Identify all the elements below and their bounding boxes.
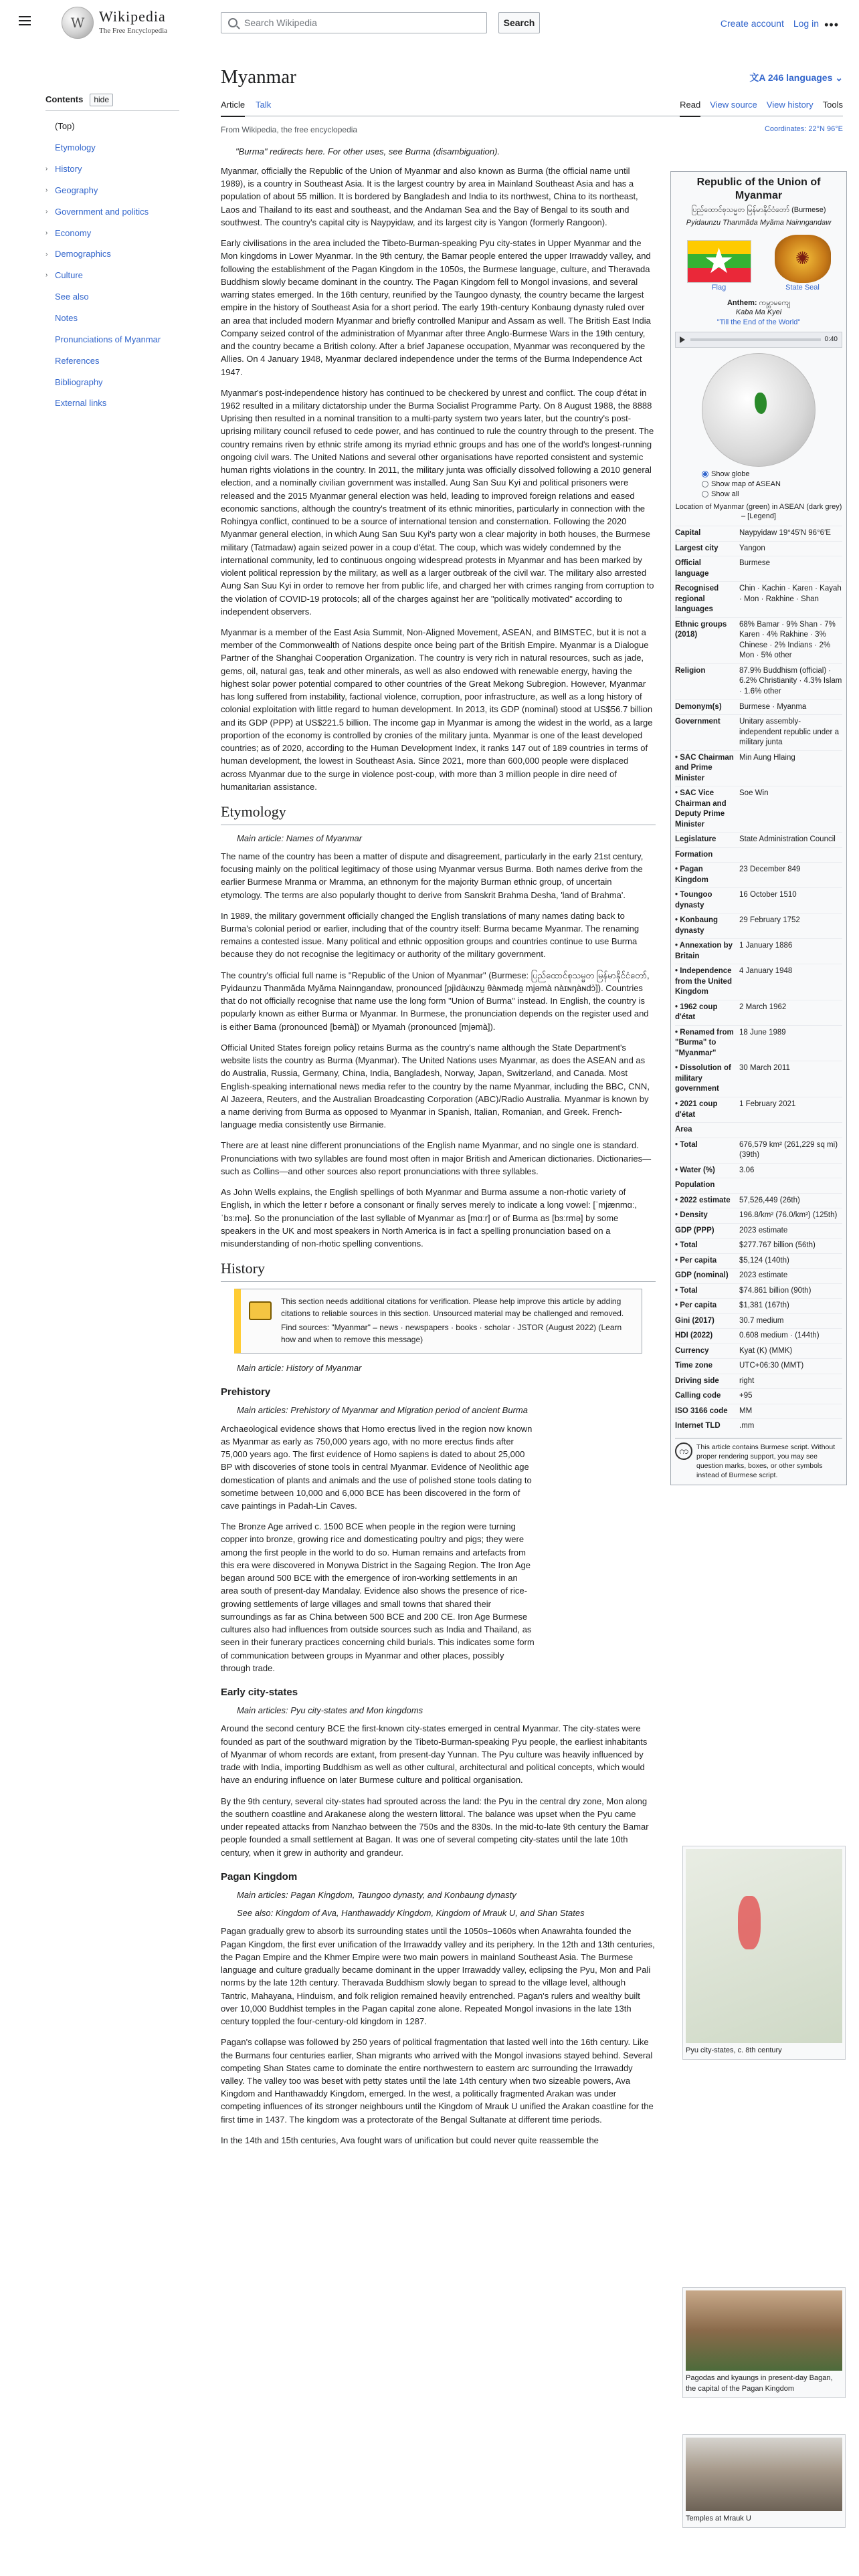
main-article-note[interactable]: Main articles: Prehistory of Myanmar and Migration period of ancient Burma — [237, 1405, 528, 1416]
toc-item-label: Notes — [55, 312, 78, 323]
script-warning-icon: က — [675, 1442, 692, 1460]
toc-item-label: See also — [55, 292, 89, 302]
infobox-row-label: • Konbaung dynasty — [675, 916, 719, 935]
show-all-option[interactable] — [675, 490, 842, 500]
infobox-row-value[interactable] — [739, 1180, 842, 1191]
toc-item-label: Government and politics — [55, 206, 149, 217]
infobox-row-value[interactable]: Kyat (K) (MMK) — [739, 1346, 793, 1355]
subsection-heading-city-states: Early city-states — [221, 1687, 298, 1699]
infobox-row-label: Capital — [675, 529, 701, 538]
infobox-row — [675, 1344, 842, 1359]
script-note: This article contains Burmese script. Without proper rendering support, you may see question marks, boxes, or other symbols instead of Burmese script. — [696, 1442, 836, 1480]
country-infobox — [670, 171, 847, 1485]
infobox-row-label: • 2021 coup d'état — [675, 1100, 718, 1119]
show-map-option[interactable] — [675, 479, 842, 490]
main-article-note[interactable]: Main article: History of Myanmar — [237, 1362, 362, 1373]
infobox-row-value[interactable]: 18 June 1989 — [739, 1028, 786, 1037]
audio-duration: 0:40 — [824, 336, 838, 344]
infobox-row-label: • Density — [675, 1211, 708, 1220]
infobox-row-value[interactable]: 23 December 849 — [739, 865, 801, 874]
infobox-row-value[interactable]: +95 — [739, 1392, 753, 1400]
infobox-row — [675, 832, 842, 847]
toc-item-top[interactable] — [45, 116, 179, 138]
toc-title: Contents — [45, 94, 84, 105]
notice-text: This section needs additional citations for verification. Please help improve this article by adding citations to reliable sources in this section. Unsourced material may be challenged and removed. — [281, 1296, 624, 1318]
infobox-row-value[interactable]: 57,526,449 (26th) — [739, 1196, 800, 1204]
flag-image[interactable]: ★ — [687, 240, 751, 283]
infobox-row — [675, 1374, 842, 1389]
infobox-row-label: • Independence from the United Kingdom — [675, 967, 732, 996]
toc-item-history[interactable] — [45, 159, 179, 181]
infobox-row — [675, 750, 842, 786]
history-paragraph: The Bronze Age arrived c. 1500 BCE when people in the region were turning copper into bronze, growing rice and domesticating poultry and pigs; they were among the first people in the world to do so. Human remains and artefacts from this era were discovered in Monywa District in the Sagaing Region. The Iron Age began around 500 BCE with the emergence of iron-working settlements in an area south of present-day Mandalay. Evidence also shows the presence of rice-growing settlements of large villages and small towns that shared their surroundings as far as China between 500 BCE and 200 CE. Iron Age Burmese cultures also had influences from outside sources such as India and Thailand, as seen in their funerary practices concerning child burials. This indicates some form of communication between groups in Myanmar and other places, possibly through trade. — [221, 1521, 535, 1673]
infobox-native-name: ပြည်ထောင်စုသမ္မတ မြန်မာနိုင်ငံတော် (Burmese) — [691, 206, 826, 214]
infobox-row-label: Religion — [675, 666, 706, 675]
radio-label: Show all — [711, 490, 739, 498]
pyu-city-states-map[interactable] — [682, 1846, 846, 2060]
infobox-row-label: GDP (nominal) — [675, 1271, 729, 1280]
article-body — [221, 165, 656, 2155]
infobox-row — [675, 1283, 842, 1299]
infobox-row-value[interactable]: Min Aung Hlaing — [739, 753, 795, 762]
infobox-row — [675, 714, 842, 750]
toc-item-see-also[interactable] — [45, 287, 179, 308]
toc-item-label: Demographics — [55, 249, 111, 259]
tab-talk[interactable]: Talk — [256, 100, 272, 110]
infobox-row-label: • Annexation by Britain — [675, 942, 733, 960]
infobox-row — [675, 581, 842, 617]
chevron-right-icon[interactable]: › — [45, 272, 48, 280]
infobox-row — [675, 1268, 842, 1283]
coordinates[interactable]: Coordinates: 22°N 96°E — [764, 125, 843, 133]
infobox-row — [675, 1253, 842, 1269]
infobox-row-value[interactable]: UTC+06:30 (MMT) — [739, 1362, 804, 1370]
infobox-row — [675, 1238, 842, 1253]
infobox-row-label: Recognised regional languages — [675, 584, 719, 614]
wikipedia-logo[interactable] — [62, 7, 167, 39]
toc-item-label: Culture — [55, 270, 83, 281]
toc-item-label: Economy — [55, 227, 92, 238]
infobox-row — [675, 1418, 842, 1434]
wikipedia-globe-icon: W — [62, 7, 94, 39]
location-globe-map[interactable] — [702, 353, 816, 467]
infobox-row — [675, 1193, 842, 1208]
infobox-row-value[interactable]: Soe Win — [739, 789, 769, 798]
infobox-row-label: Largest city — [675, 544, 719, 552]
infobox-row-value[interactable]: $277.767 billion (56th) — [739, 1241, 816, 1250]
toc-item-label: Pronunciations of Myanmar — [55, 334, 161, 344]
infobox-row-value[interactable]: State Administration Council — [739, 835, 836, 844]
infobox-row-value[interactable]: 30 March 2011 — [739, 1064, 790, 1073]
notice-find-sources[interactable]: Find sources: "Myanmar" – news · newspapers · books · scholar · JSTOR (August 2022) (Learn how and when to remove this message) — [281, 1323, 622, 1345]
toc-item-external-links[interactable] — [45, 393, 179, 415]
infobox-row-value[interactable]: 29 February 1752 — [739, 916, 800, 925]
infobox-row-label: • Water (%) — [675, 1166, 715, 1174]
infobox-row-value[interactable]: 2023 estimate — [739, 1226, 788, 1235]
state-seal-image[interactable]: ✺ — [775, 235, 831, 283]
etymology-paragraph: In 1989, the military government officially changed the English translations of many names dating back to Burma's colonial period or earlier, including that of the country itself: Burma became Myanmar. The renaming remains a contested issue. Many political and ethnic opposition groups and countries continue to use Burma because they do not recognise the legitimacy or authority of the military government. — [221, 910, 640, 960]
search-placeholder: Search Wikipedia — [244, 17, 317, 28]
infobox-row — [675, 1298, 842, 1313]
main-article-note[interactable]: Main articles: Pagan Kingdom, Taungoo dynasty, and Konbaung dynasty — [237, 1889, 516, 1900]
anthem-native: ကမ္ဘာမကျေ — [759, 298, 790, 307]
infobox-row-label: Internet TLD — [675, 1422, 721, 1430]
search-input[interactable] — [221, 12, 487, 33]
intro-paragraph: Myanmar's post-independence history has continued to be checkered by unrest and conflict. The coup d'état in 1962 resulted in a military dictatorship under the Burma Socialist Programme Party. On 8 August 1988, the 8888 Uprising then resulted in a nominal transition to a multi-party system two years later, but the country's post-uprising military council refused to cede power, and has continued to rule the country through to the present. The country remains riven by ethnic strife among its myriad ethnic groups and has one of the world's longest-running ongoing civil wars. The United Nations and several other organisations have reported consistent and systemic human rights violations in the country. In 2011, the military junta was officially dissolved following a 2010 general election, and a nominally civilian government was installed. Aung San Suu Kyi and political prisoners were released and the 2015 Myanmar general election was held, leading to improved foreign relations and eased economic sanctions, although the country's treatment of its ethnic minorities, particularly in connection with the Rohingya conflict, continued to be a source of international tension and consternation. Following the 2020 Myanmar general election, in which Aung San Suu Kyi's party won a clear majority in both houses, the Burmese military (Tatmadaw) again seized power in a coup d'état. The coup, which was widely condemned by the international community, led to continuous ongoing widespread protests in Myanmar and has been marked by violent political repression by the military, as well as a larger outbreak of the civil war. The military also arrested Aung San Suu Kyi in order to remove her from public life, and charged her with crimes ranging from corruption to the violation of COVID-19 protocols; all of the charges against her are "politically motivated" according to independent observers. — [221, 387, 654, 617]
infobox-row-value[interactable]: MM — [739, 1406, 753, 1415]
history-paragraph: Pagan gradually grew to absorb its surrounding states until the 1050s–1060s when Anawrahta founded the Pagan Kingdom, the first ever unification of the Irrawaddy valley and its periphery. In the 12th and 13th centuries, the Pagan Empire and the Khmer Empire were two main powers in mainland Southeast Asia. The Burmese language and culture gradually became dominant in the upper Irrawaddy valley, eclipsing the Pyu, Mon and Pali norms by the late 12th century. Theravada Buddhism slowly began to spread to the village level, although Tantric, Mahayana, Hinduism, and folk religion remained heavily entrenched. Pagan's rulers and wealthy built over 10,000 Buddhist temples in the Pagan capital zone alone. Repeated Mongol invasions in the late 13th century toppled the four-century-old kingdom in 1287. — [221, 1926, 655, 2027]
toc-item-label: External links — [55, 398, 107, 409]
toc-item-culture[interactable] — [45, 265, 179, 287]
toc-hide-button[interactable]: hide — [90, 94, 113, 106]
page-title: Myanmar — [221, 66, 296, 88]
infobox-row-value[interactable]: 30.7 medium — [739, 1316, 784, 1325]
chevron-right-icon[interactable]: › — [45, 187, 48, 195]
toc-item-label: (Top) — [55, 121, 75, 132]
show-globe-option[interactable] — [675, 469, 842, 479]
toc-item-references[interactable] — [45, 351, 179, 372]
anthem-audio-player[interactable] — [675, 332, 842, 348]
infobox-row — [675, 663, 842, 700]
infobox-row — [675, 887, 842, 913]
infobox-row — [675, 1138, 842, 1163]
infobox-row — [675, 1122, 842, 1138]
infobox-row-label: • Toungoo dynasty — [675, 891, 712, 909]
infobox-row — [675, 1000, 842, 1025]
infobox-row — [675, 964, 842, 1000]
infobox-row-label: • Total — [675, 1241, 698, 1250]
infobox-row-label: Population — [675, 1181, 715, 1190]
location-caption: Location of Myanmar (green) in ASEAN (dark grey) – [Legend] — [675, 502, 842, 521]
toc-item-label: Etymology — [55, 142, 96, 153]
infobox-row-value[interactable]: 676,579 km² (261,229 sq mi) (39th) — [739, 1140, 838, 1160]
infobox-row-label: • Renamed from "Burma" to "Myanmar" — [675, 1028, 734, 1057]
search-button[interactable]: Search — [498, 12, 540, 33]
history-paragraph: In the 14th and 15th centuries, Ava fought wars of unification but could never quite reassemble the — [221, 2135, 599, 2145]
logo-title: Wikipedia — [99, 7, 166, 25]
site-header — [0, 0, 859, 45]
infobox-row — [675, 526, 842, 541]
infobox-row-label: • Per capita — [675, 1256, 717, 1265]
translate-icon: 文A — [749, 72, 768, 83]
infobox-row-label: • 2022 estimate — [675, 1196, 731, 1204]
tools-menu[interactable]: Tools — [822, 100, 843, 110]
chevron-right-icon[interactable]: › — [45, 165, 48, 173]
etymology-paragraph: Official United States foreign policy retains Burma as the country's name although the State Department's website lists the country as Burma (Myanmar). The United Nations uses Myanmar, as does the ASEAN and as do Australia, Russia, Germany, China, India, Bangladesh, Norway, Japan, Switzerland, and Canada. Most English-speaking international news media refer to the country by the name Myanmar, including the BBC, CNN, Al Jazeera, Reuters, and the Australian Broadcasting Corporation (ABC)/Radio Australia. Myanmar is known by a name deriving from Burma as opposed to Myanmar in Spanish, Italian, Romanian, and Greek. French-language media consistently use Birmanie. — [221, 1042, 650, 1130]
infobox-row-value[interactable]: 4 January 1948 — [739, 967, 793, 976]
infobox-row-value[interactable]: Yangon — [739, 544, 765, 552]
table-of-contents — [45, 94, 179, 415]
radio-icon[interactable] — [702, 481, 708, 488]
infobox-row-value[interactable]: Burmese · Myanma — [739, 702, 807, 711]
log-in-link[interactable]: Log in — [793, 18, 819, 29]
infobox-row — [675, 938, 842, 964]
radio-icon[interactable] — [702, 491, 708, 498]
seal-caption[interactable]: State Seal — [785, 283, 820, 292]
infobox-row — [675, 862, 842, 887]
infobox-row-value[interactable]: right — [739, 1376, 755, 1385]
toc-item-economy[interactable] — [45, 223, 179, 245]
infobox-row — [675, 1223, 842, 1239]
toc-item-bibliography[interactable] — [45, 372, 179, 394]
infobox-row-value[interactable]: 3.06 — [739, 1166, 755, 1174]
infobox-row-value[interactable]: Burmese — [739, 559, 771, 568]
infobox-row — [675, 1163, 842, 1178]
infobox-row-value[interactable]: 1 January 1886 — [739, 942, 793, 950]
infobox-row-label: • SAC Chairman and Prime Minister — [675, 753, 734, 782]
figure-caption: Pagodas and kyaungs in present-day Bagan, the capital of the Pagan Kingdom — [686, 2374, 833, 2393]
tab-view-source[interactable]: View source — [710, 100, 757, 110]
infobox-row-label: Time zone — [675, 1362, 713, 1370]
infobox-row — [675, 1358, 842, 1374]
infobox-rows — [675, 526, 842, 1434]
toc-item-etymology[interactable] — [45, 138, 179, 159]
infobox-row-value[interactable]: 2023 estimate — [739, 1271, 788, 1280]
see-also-note[interactable]: See also: Kingdom of Ava, Hanthawaddy Kingdom, Kingdom of Mrauk U, and Shan States — [237, 1908, 585, 1919]
flag-caption[interactable]: Flag — [711, 283, 727, 292]
infobox-row-value[interactable]: 0.608 medium · (144th) — [739, 1331, 820, 1340]
infobox-row-label: Legislature — [675, 835, 717, 844]
etymology-paragraph: The name of the country has been a matter of dispute and disagreement, particularly in the early 21st century, focusing mainly on the political legitimacy of those using Myanmar versus Burma. Both names derive from the earlier Burmese Mranma or Mramma, an ethnonym for the majority Burman ethnic group, of uncertain etymology. The terms are also popularly thought to derive from Sanskrit Brahma Desha, 'land of Brahma'. — [221, 851, 644, 900]
languages-label: 246 languages — [767, 72, 833, 83]
figure-caption: Pyu city-states, c. 8th century — [686, 2046, 782, 2054]
infobox-row — [675, 1404, 842, 1419]
infobox-row-label: Driving side — [675, 1376, 719, 1385]
infobox-row-label: GDP (PPP) — [675, 1226, 714, 1235]
infobox-row — [675, 617, 842, 663]
main-menu-button[interactable] — [19, 16, 31, 25]
history-paragraph: Pagan's collapse was followed by 250 years of political fragmentation that lasted well into the 16th century. Like the Burmans four centuries earlier, Shan migrants who arrived with the Mongol invasions stayed behind. Several competing Shan States came to dominate the entire northwestern to eastern arc surrounding the Irrawaddy valley. The valley too was beset with petty states until the late 14th century when two sizeable powers, Ava Kingdom and Hanthawaddy Kingdom, emerged. In the west, a politically fragmented Arakan was under competing influences of its stronger neighbours until the Kingdom of Mrauk U unified the Arakan coastline for the first time in 1437. The kingdom was a protectorate of the Bengal Sultanate at different time periods. — [221, 2037, 654, 2125]
infobox-row — [675, 786, 842, 832]
toc-item-label: References — [55, 355, 100, 366]
infobox-row-label: Currency — [675, 1346, 709, 1355]
infobox-row — [675, 1313, 842, 1329]
infobox-row-label: Government — [675, 718, 721, 726]
infobox-row-value[interactable]: 68% Bamar · 9% Shan · 7% Karen · 4% Rakhine · 3% Chinese · 2% Indians · 2% Mon · 5% other — [739, 620, 836, 660]
etymology-paragraph: There are at least nine different pronunciations of the English name Myanmar, and no single one is standard. Pronunciations with two syllables are found most often in major British and American dictionaries. Dictionaries—such as Collins—and other sources also report pronunciations with three syllables. — [221, 1140, 652, 1176]
tab-view-history[interactable]: View history — [766, 100, 814, 110]
infobox-row-value[interactable]: $1,381 (167th) — [739, 1301, 789, 1310]
infobox-row-label: HDI (2022) — [675, 1331, 713, 1340]
infobox-row-label: Formation — [675, 850, 713, 859]
toc-item-notes[interactable] — [45, 308, 179, 330]
infobox-row — [675, 1388, 842, 1404]
infobox-row-label: • Dissolution of military government — [675, 1064, 731, 1093]
infobox-row-label: • SAC Vice Chairman and Deputy Prime Minister — [675, 789, 727, 829]
infobox-row-label: ISO 3166 code — [675, 1406, 728, 1415]
history-paragraph: Around the second century BCE the first-known city-states emerged in central Myanmar. The city-states were founded as part of the southward migration by the Tibeto-Burman-speaking Pyu people, the earliest inhabitants of Myanmar of whom records are extant, from present-day Yunnan. The Pyu culture was heavily influenced by trade with India, importing Buddhism as well as other cultural, architectural and political concepts, which would have an enduring influence on later Burmese culture and political organisation. — [221, 1723, 648, 1786]
toc-item-demographics[interactable] — [45, 244, 179, 265]
infobox-row-label: Area — [675, 1125, 692, 1134]
logo-tagline: The Free Encyclopedia — [99, 26, 168, 35]
infobox-row-value[interactable]: 196.8/km² (76.0/km²) (125th) — [739, 1211, 838, 1220]
main-article-note[interactable]: Main articles: Pyu city-states and Mon kingdoms — [237, 1705, 423, 1716]
audio-progress[interactable] — [690, 338, 821, 341]
radio-label: Show map of ASEAN — [711, 479, 781, 488]
infobox-row — [675, 1328, 842, 1344]
infobox-row — [675, 1097, 842, 1122]
play-icon[interactable] — [680, 336, 685, 343]
from-wikipedia: From Wikipedia, the free encyclopedia — [221, 125, 358, 134]
radio-selected-icon[interactable] — [702, 471, 708, 477]
infobox-row — [675, 1061, 842, 1097]
subsection-heading-prehistory: Prehistory — [221, 1386, 271, 1398]
main-article-note[interactable]: Main article: Names of Myanmar — [237, 833, 363, 843]
infobox-row-value[interactable]: Chin · Kachin · Karen · Kayah · Mon · Rakhine · Shan — [739, 584, 842, 603]
infobox-title: Republic of the Union of Myanmar — [696, 177, 821, 201]
infobox-row-value[interactable]: $5,124 (140th) — [739, 1256, 789, 1265]
infobox-row-label: Demonym(s) — [675, 702, 722, 711]
chevron-right-icon[interactable]: › — [45, 229, 48, 237]
chevron-right-icon[interactable]: › — [45, 250, 48, 258]
bagan-pagodas-photo[interactable] — [682, 2287, 846, 2398]
page-tabs — [221, 94, 843, 116]
toc-item-label: History — [55, 164, 82, 175]
section-heading-etymology: Etymology — [221, 801, 656, 825]
infobox-row-value[interactable]: 87.9% Buddhism (official) · 6.2% Christianity · 4.3% Islam · 1.6% other — [739, 666, 842, 695]
infobox-row-value[interactable]: $74.861 billion (90th) — [739, 1286, 812, 1295]
infobox-row — [675, 541, 842, 556]
infobox-row-label: • Total — [675, 1140, 698, 1149]
book-icon — [249, 1301, 272, 1320]
infobox-row-value[interactable]: 16 October 1510 — [739, 891, 797, 899]
toc-item-geography[interactable] — [45, 181, 179, 202]
chevron-down-icon: ⌄ — [835, 72, 843, 83]
intro-paragraph: Myanmar is a member of the East Asia Summit, Non-Aligned Movement, ASEAN, and BIMSTEC, but it is not a member of the Commonwealth of Nations despite once being part of the British Empire. Myanmar is a Dialogue Partner of the Shanghai Cooperation Organization. The country is very rich in natural resources, such as jade, gems, oil, natural gas, teak and other minerals, as well as also endowed with renewable energy, having the highest solar power potential compared to other countries of the Great Mekong Subregion. However, Myanmar has long suffered from instability, factional violence, corruption, poor infrastructure, as well as a long history of colonial exploitation with little regard to human development. In 2013, its GDP (nominal) stood at US$56.7 billion and its GDP (PPP) at US$221.5 billion. The income gap in Myanmar is among the widest in the world, as a large proportion of the economy is controlled by cronies of the military junta. Myanmar is one of the least developed countries; as of 2020, according to the Human Development Index, it ranks 147 out of 189 countries in terms of human development, the lowest in Southeast Asia. Since 2021, more than 600,000 people were displaced across Myanmar due to the surge in violence post-coup, with more than 3 million people in dire need of humanitarian assistance. — [221, 627, 653, 792]
figure-caption: Temples at Mrauk U — [686, 2514, 751, 2523]
infobox-row-label: • 1962 coup d'état — [675, 1002, 718, 1022]
infobox-row — [675, 847, 842, 863]
search-icon — [228, 18, 237, 27]
infobox-row-label: • Pagan Kingdom — [675, 865, 708, 884]
section-heading-history: History — [221, 1258, 656, 1282]
etymology-paragraph: As John Wells explains, the English spellings of both Myanmar and Burma assume a non-rhotic variety of English, in which the letter r before a consonant or finally serves merely to indicate a long vowel: [ˈmjænmɑː, ˈbɜːmə]. So the pronunciation of the last syllable of Myanmar as [mɑːr] or of Burma as [bɜːrmə] by some speakers in the UK and most speakers in North America is in fact a spelling pronunciation based on a misunderstanding of non-rhotic spelling conventions. — [221, 1187, 638, 1249]
infobox-row-label: Official language — [675, 559, 709, 578]
mrauk-u-temples-photo[interactable] — [682, 2434, 846, 2528]
hatnote: "Burma" redirects here. For other uses, see Burma (disambiguation). — [235, 146, 500, 156]
infobox-row-label: • Per capita — [675, 1301, 717, 1310]
infobox-row — [675, 700, 842, 715]
tab-article[interactable]: Article — [221, 99, 245, 117]
toc-item-government[interactable] — [45, 202, 179, 223]
anthem-label: Anthem: — [727, 298, 757, 307]
languages-button[interactable] — [749, 71, 843, 84]
infobox-row-value[interactable]: Unitary assembly-independent republic under a military junta — [739, 718, 839, 747]
infobox-row — [675, 913, 842, 938]
citation-notice — [234, 1289, 642, 1354]
infobox-row-label: Ethnic groups (2018) — [675, 620, 727, 639]
infobox-row-value[interactable]: Naypyidaw 19°45′N 96°6′E — [739, 529, 831, 538]
infobox-row-value[interactable]: .mm — [739, 1422, 755, 1430]
anthem-roman: Kaba Ma Kyei — [735, 308, 782, 317]
etymology-paragraph: The country's official full name is "Republic of the Union of Myanmar" (Burmese: ပြည်ထောင်စုသမ္မတ မြန်မာနိုင်ငံတော်, Pyidaunzu Thanmăda Myăma Nainngandaw, pronounced [pjìdàʊɴzṵ θàɴməda̰ mjəmà nàɪɴŋàɴdɔ̀]). Countries that do not officially recognise that name use the long form "Union of Burma" instead. In English, the country is popularly known as either Burma or Myanmar. In Burmese, the pronunciation depends on the register used and is either Bama (pronounced [bəmà]) or Myamah (pronounced [mjəmà]). — [221, 970, 650, 1032]
anthem-english[interactable]: "Till the End of the World" — [717, 318, 801, 327]
intro-paragraph: Myanmar, officially the Republic of the Union of Myanmar and also known as Burma (the official name until 1989), is a country in Southeast Asia. It is the largest country by area in Mainland Southeast Asia and has a population of about 55 million. It is bordered by Bangladesh and India to its northwest, China to its northeast, Laos and Thailand to its east and southeast, and the Andaman Sea and the Bay of Bengal to its south and southwest. The country's capital city is Naypyidaw, and its largest city is Yangon (formerly Rangoon). — [221, 166, 638, 227]
infobox-row-value[interactable] — [739, 850, 842, 861]
infobox-row-label: Gini (2017) — [675, 1316, 714, 1325]
chevron-right-icon[interactable]: › — [45, 207, 48, 215]
toc-item-pronunciations[interactable] — [45, 330, 179, 351]
toc-item-label: Bibliography — [55, 377, 103, 387]
history-paragraph: By the 9th century, several city-states had sprouted across the land: the Pyu in the central dry zone, Mon along the southern coastline and Arakanese along the western littoral. The balance was upset when the Pyu came under repeated attacks from Nanzhao between the 750s and the 830s. In the mid-to-late 9th century the Bamar people founded a small settlement at Bagan. It was one of several competing city-states until the late 10th century, when it grew in authority and grandeur. — [221, 1796, 649, 1858]
history-paragraph: Archaeological evidence shows that Homo erectus lived in the region now known as Myanmar as early as 750,000 years ago, with no more erectus finds after 75,000 years ago. The first evidence of Homo sapiens is dated to about 25,000 BP with discoveries of stone tools in central Myanmar. Evidence of Neolithic age domestication of plants and animals and the use of polished stone tools dating to sometime between 10,000 and 6,000 BCE has been discovered in the form of cave paintings in Padah-Lin Caves. — [221, 1423, 533, 1511]
infobox-row — [675, 1025, 842, 1061]
infobox-row-value[interactable]: 1 February 2021 — [739, 1100, 796, 1108]
infobox-row-label: • Total — [675, 1286, 698, 1295]
infobox-row-value[interactable]: 2 March 1962 — [739, 1002, 787, 1011]
more-options-icon[interactable]: ••• — [824, 18, 839, 31]
infobox-native-roman: Pyidaunzu Thanmăda Myăma Nainngandaw — [686, 218, 832, 227]
infobox-row — [675, 1208, 842, 1223]
infobox-row — [675, 556, 842, 581]
radio-label: Show globe — [711, 470, 750, 479]
infobox-row-value[interactable] — [739, 1125, 842, 1136]
toc-item-label: Geography — [55, 185, 98, 195]
tab-read[interactable]: Read — [680, 99, 700, 117]
intro-paragraph: Early civilisations in the area included the Tibeto-Burman-speaking Pyu city-states in Upper Myanmar and the Mon kingdoms in Lower Myanmar. In the 9th century, the Bamar people entered the upper Irrawaddy valley, and following the establishment of the Pagan Kingdom in the 1050s, the Burmese language, culture, and Theravada Buddhism slowly became dominant in the country. The Pagan Kingdom fell to Mongol invasions, and several warring states emerged. In the 16th century, reunified by the Taungoo dynasty, the country became the largest empire in the history of Southeast Asia for a short period. The early 19th-century Konbaung dynasty ruled over an area that included modern Myanmar and briefly controlled Manipur and Assam as well. The British East India Company seized control of the administration of Myanmar after three Anglo-Burmese Wars in the 19th century, and the country became a British colony. After a brief Japanese occupation, Myanmar was reconquered by the Allies. On 4 January 1948, Myanmar declared independence under the terms of the Burma Independence Act 1947. — [221, 238, 651, 377]
infobox-row — [675, 1178, 842, 1193]
create-account-link[interactable]: Create account — [720, 18, 784, 29]
subsection-heading-pagan: Pagan Kingdom — [221, 1870, 298, 1883]
infobox-row-label: Calling code — [675, 1392, 721, 1400]
